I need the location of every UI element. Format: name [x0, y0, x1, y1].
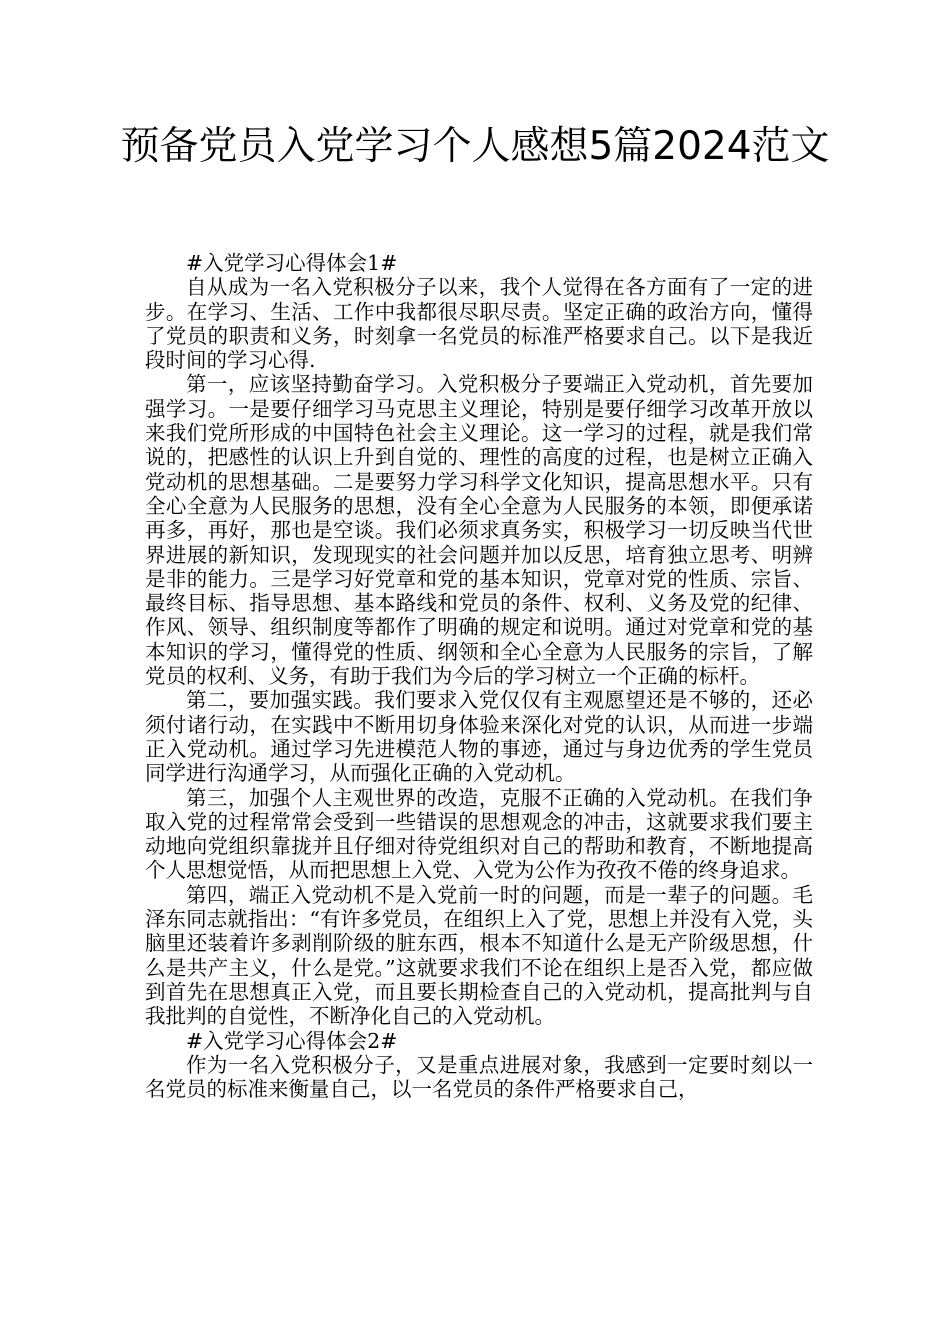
document-body — [145, 251, 813, 1101]
paragraph: 第二，要加强实践。我们要求入党仅仅有主观愿望还是不够的，还必须付诸行动，在实践中不断用切身体验来深化对党的认识，从而进一步端正入党动机。通过学习先进模范人物的事迹，通过与身边优秀的学生党员同学进行沟通学习，从而强化正确的入党动机。 — [145, 688, 813, 786]
section-heading: #入党学习心得体会2# — [186, 1028, 398, 1053]
paragraph: 作为一名入党积极分子，又是重点进展对象，我感到一定要时刻以一名党员的标准来衡量自己，以一名党员的条件严格要求自己， — [145, 1052, 813, 1102]
section-heading: #入党学习心得体会1# — [186, 251, 398, 275]
paragraph: 自从成为一名入党积极分子以来，我个人觉得在各方面有了一定的进步。在学习、生活、工作中我都很尽职尽责。坚定正确的政治方向，懂得了党员的职责和义务，时刻拿一名党员的标准严格要求自己。以下是我近段时间的学习心得. — [145, 275, 813, 373]
document-title: 预备党员入党学习个人感想5篇2024范文 — [120, 124, 830, 169]
paragraph: 第三，加强个人主观世界的改造，克服不正确的入党动机。在我们争取入党的过程常常会受到一些错误的思想观念的冲击，这就要求我们要主动地向党组织靠拢并且仔细对待党组织对自己的帮助和教育，不断地提高个人思想觉悟，从而把思想上入党、入党为公作为孜孜不倦的终身追求。 — [145, 785, 813, 883]
paragraph: 第一，应该坚持勤奋学习。入党积极分子要端正入党动机，首先要加强学习。一是要仔细学习马克思主义理论，特别是要仔细学习改革开放以来我们党所形成的中国特色社会主义理论。这一学习的过程，就是我们常说的，把感性的认识上升到自觉的、理性的高度的过程，也是树立正确入党动机的思想基础。二是要努力学习科学文化知识，提高思想水平。只有全心全意为人民服务的思想，没有全心全意为人民服务的本领，即便承诺再多，再好，那也是空谈。我们必须求真务实，积极学习一切反映当代世界进展的新知识，发现现实的社会问题并加以反思，培育独立思考、明辨是非的能力。三是学习好党章和党的基本知识，党章对党的性质、宗旨、最终目标、指导思想、基本路线和党员的条件、权利、义务及党的纪律、作风、领导、组织制度等都作了明确的规定和说明。通过对党章和党的基本知识的学习，懂得党的性质、纲领和全心全意为人民服务的宗旨，了解党员的权利、义务，有助于我们为今后的学习树立一个正确的标杆。 — [145, 372, 813, 689]
paragraph: 第四，端正入党动机不是入党前一时的问题，而是一辈子的问题。毛泽东同志就指出：“有许多党员，在组织上入了党，思想上并没有入党，头脑里还装着许多剥削阶级的脏东西，根本不知道什么是无产阶级思想，什么是共产主义，什么是党。”这就要求我们不论在组织上是否入党，都应做到首先在思想真正入党，而且要长期检查自己的入党动机，提高批判与自我批判的自觉性，不断净化自己的入党动机。 — [145, 882, 813, 1029]
